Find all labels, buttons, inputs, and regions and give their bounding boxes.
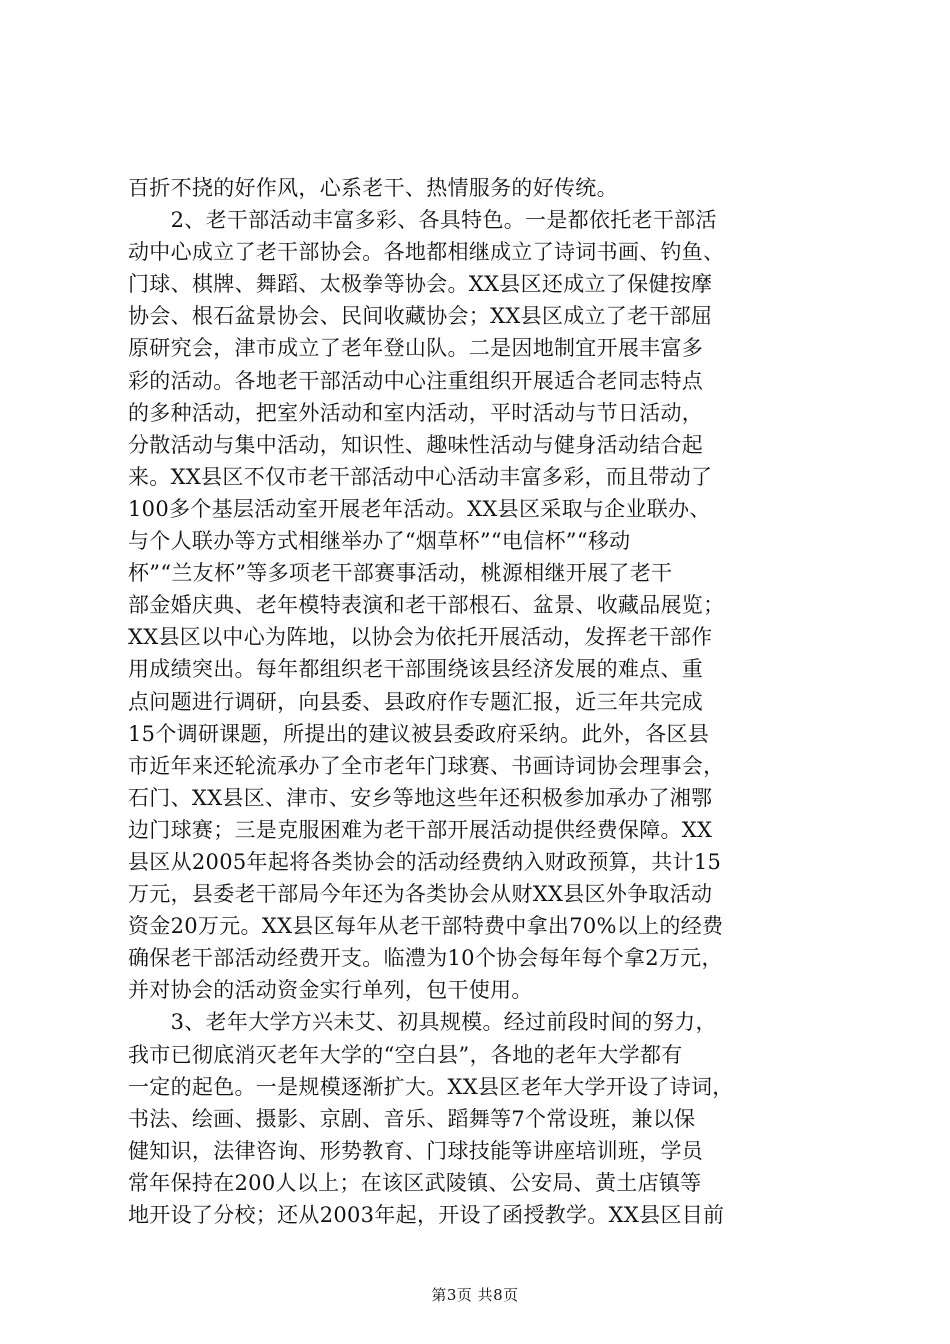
text-line: 常年保持在200人以上；在该区武陵镇、公安局、黄土店镇等 <box>128 1170 702 1195</box>
page-footer: 第3页 共8页 <box>431 1286 519 1304</box>
text-line: 并对协会的活动资金实行单列，包干使用。 <box>128 978 533 1003</box>
text-line: 彩的活动。各地老干部活动中心注重组织开展适合老同志特点 <box>128 368 704 393</box>
text-line: 杯”“兰友杯”等多项老干部赛事活动，桃源相继开展了老干 <box>128 561 673 586</box>
text-line: 部金婚庆典、老年模特表演和老干部根石、盆景、收藏品展览； <box>128 593 725 618</box>
text-line: 2、老干部活动丰富多彩、各具特色。一是都依托老干部活 <box>128 208 717 233</box>
text-line: 15个调研课题，所提出的建议被县委政府采纳。此外，各区县 <box>128 721 710 746</box>
text-line: 分散活动与集中活动，知识性、趣味性活动与健身活动结合起 <box>128 432 704 457</box>
text-line: 与个人联办等方式相继举办了“烟草杯”“电信杯”“移动 <box>128 529 631 554</box>
text-line: 点问题进行调研，向县委、县政府作专题汇报，近三年共完成 <box>128 689 704 714</box>
text-line: 地开设了分校；还从2003年起，开设了函授教学。XX县区目前 <box>128 1203 725 1227</box>
text-line: 资金20万元。XX县区每年从老干部特费中拿出70%以上的经费 <box>128 914 724 939</box>
text-line: 3、老年大学方兴未艾、初具规模。经过前段时间的努力， <box>128 1010 717 1035</box>
text-line: 100多个基层活动室开展老年活动。XX县区采取与企业联办、 <box>128 496 711 521</box>
text-line: XX县区以中心为阵地，以协会为依托开展活动，发挥老干部作 <box>128 625 713 650</box>
text-line: 我市已彻底消灭老年大学的“空白县”，各地的老年大学都有 <box>128 1042 683 1067</box>
text-line: 原研究会，津市成立了老年登山队。二是因地制宜开展丰富多 <box>128 336 704 361</box>
text-line: 确保老干部活动经费开支。临澧为10个协会每年每个拿2万元， <box>128 946 723 971</box>
text-line: 来。XX县区不仅市老干部活动中心活动丰富多彩，而且带动了 <box>128 464 713 489</box>
document-body <box>128 172 828 1231</box>
text-line: 用成绩突出。每年都组织老干部围绕该县经济发展的难点、重 <box>128 657 704 682</box>
text-line: 动中心成立了老干部协会。各地都相继成立了诗词书画、钓鱼、 <box>128 240 725 265</box>
text-line: 百折不挠的好作风，心系老干、热情服务的好传统。 <box>128 176 618 200</box>
text-line: 书法、绘画、摄影、京剧、音乐、蹈舞等7个常设班，兼以保 <box>128 1106 696 1131</box>
text-line: 万元，县委老干部局今年还为各类协会从财XX县区外争取活动 <box>128 882 713 907</box>
text-line: 市近年来还轮流承办了全市老年门球赛、书画诗词协会理事会， <box>128 753 725 778</box>
text-line: 边门球赛；三是克服困难为老干部开展活动提供经费保障。XX <box>128 817 713 842</box>
text-line: 县区从2005年起将各类协会的活动经费纳入财政预算，共计15 <box>128 849 722 874</box>
text-line: 石门、XX县区、津市、安乡等地这些年还积极参加承办了湘鄂 <box>128 785 713 810</box>
text-line: 一定的起色。一是规模逐渐扩大。XX县区老年大学开设了诗词， <box>128 1074 734 1099</box>
text-line: 协会、根石盆景协会、民间收藏协会；XX县区成立了老干部屈 <box>128 304 713 329</box>
text-line: 健知识，法律咨询、形势教育、门球技能等讲座培训班，学员 <box>128 1138 704 1163</box>
text-line: 的多种活动，把室外活动和室内活动，平时活动与节日活动， <box>128 400 704 425</box>
text-line: 门球、棋牌、舞蹈、太极拳等协会。XX县区还成立了保健按摩 <box>128 272 713 297</box>
